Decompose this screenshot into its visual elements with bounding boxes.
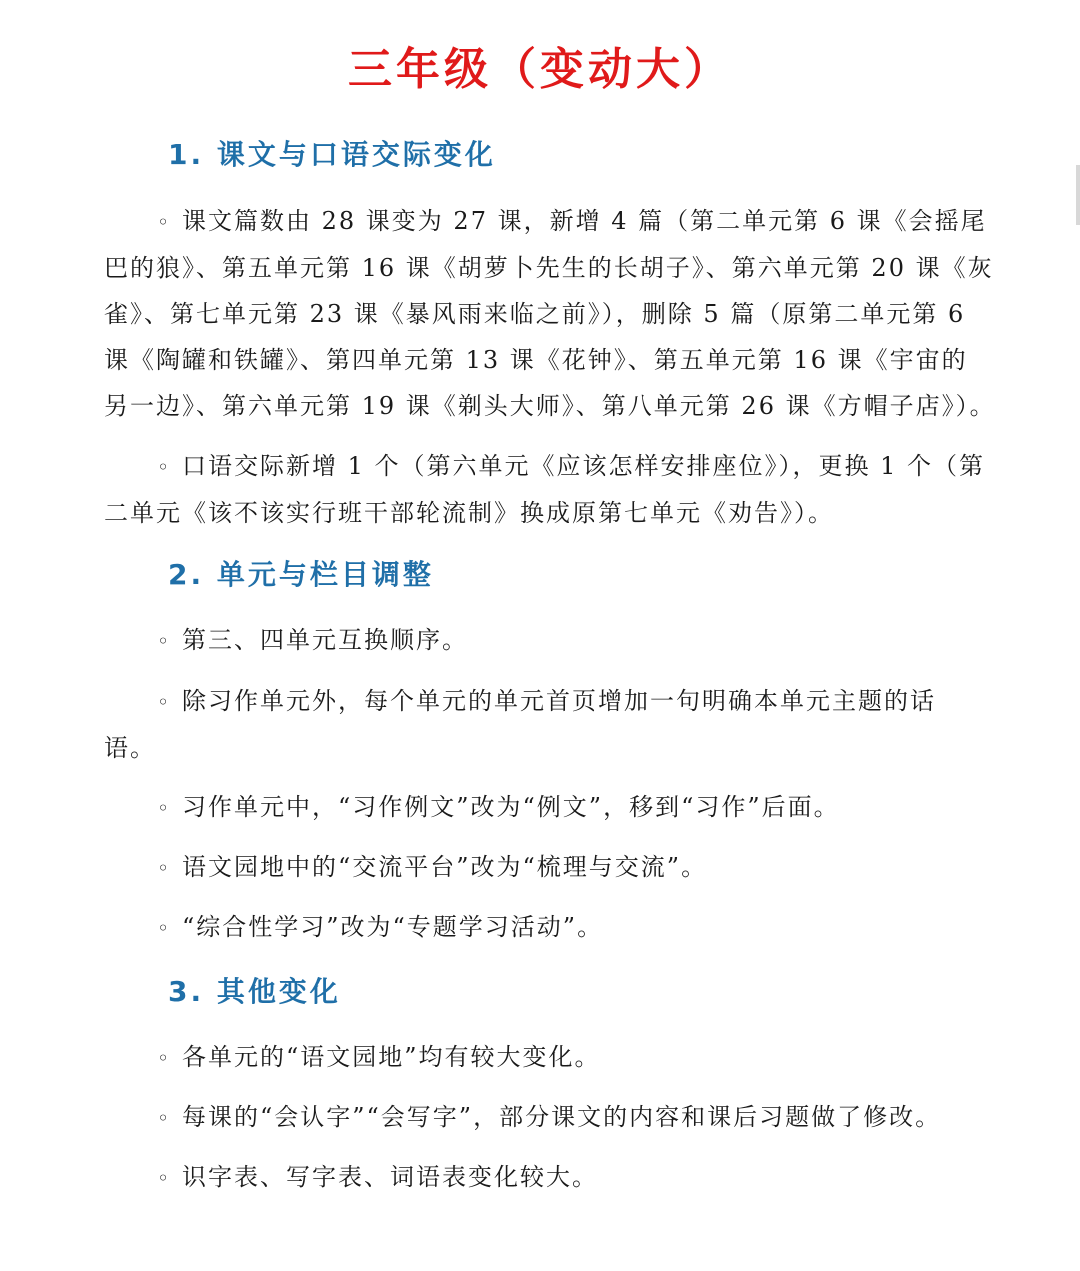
paragraph-line: ◦ 各单元的“语文园地”均有较大变化。 bbox=[104, 1034, 980, 1081]
section-heading-3: 3. 其他变化 bbox=[168, 975, 341, 1008]
paragraph-line: ◦ 每课的“会认字”“会写字”，部分课文的内容和课后习题做了修改。 bbox=[104, 1094, 980, 1141]
bullet-icon: ◦ bbox=[157, 856, 171, 880]
bullet-icon: ◦ bbox=[157, 629, 171, 653]
bullet-icon: ◦ bbox=[157, 210, 171, 234]
page-edge-divider bbox=[1076, 165, 1080, 225]
page-title: 三年级（变动大） bbox=[348, 44, 732, 95]
paragraph-line: ◦ 第三、四单元互换顺序。 bbox=[104, 617, 980, 664]
bullet-icon: ◦ bbox=[157, 690, 171, 714]
paragraph-3-2 bbox=[104, 1094, 980, 1141]
paragraph-line: 课《陶罐和铁罐》、第四单元第 13 课《花钟》、第五单元第 16 课《宇宙的 bbox=[104, 346, 968, 374]
paragraph-2-1 bbox=[104, 617, 980, 664]
paragraph-2-5 bbox=[104, 904, 980, 951]
bullet-icon: ◦ bbox=[157, 455, 171, 479]
section-heading-1: 1. 课文与口语交际变化 bbox=[168, 138, 496, 171]
paragraph-line: ◦ “综合性学习”改为“专题学习活动”。 bbox=[104, 904, 980, 951]
paragraph-line: ◦ 课文篇数由 28 课变为 27 课，新增 4 篇（第二单元第 6 课《会摇尾 bbox=[104, 198, 980, 245]
paragraph-line: ◦ 识字表、写字表、词语表变化较大。 bbox=[104, 1154, 980, 1201]
paragraph-line: 巴的狼》、第五单元第 16 课《胡萝卜先生的长胡子》、第六单元第 20 课《灰 bbox=[104, 254, 994, 282]
paragraph-1-1 bbox=[104, 198, 996, 429]
bullet-icon: ◦ bbox=[157, 916, 171, 940]
paragraph-line: 雀》、第七单元第 23 课《暴风雨来临之前》），删除 5 篇（原第二单元第 6 bbox=[104, 300, 966, 328]
paragraph-2-2 bbox=[104, 678, 980, 771]
paragraph-line: 语。 bbox=[104, 734, 156, 762]
paragraph-1-2 bbox=[104, 443, 986, 536]
section-heading-2: 2. 单元与栏目调整 bbox=[168, 558, 434, 591]
paragraph-line: ◦ 习作单元中，“习作例文”改为“例文”，移到“习作”后面。 bbox=[104, 784, 980, 831]
paragraph-line: 二单元《该不该实行班干部轮流制》换成原第七单元《劝告》）。 bbox=[104, 499, 834, 527]
bullet-icon: ◦ bbox=[157, 796, 171, 820]
paragraph-line: ◦ 语文园地中的“交流平台”改为“梳理与交流”。 bbox=[104, 844, 980, 891]
bullet-icon: ◦ bbox=[157, 1166, 171, 1190]
paragraph-2-3 bbox=[104, 784, 980, 831]
paragraph-line: ◦ 口语交际新增 1 个（第六单元《应该怎样安排座位》），更换 1 个（第 bbox=[104, 443, 980, 490]
paragraph-line: 另一边》、第六单元第 19 课《剃头大师》、第八单元第 26 课《方帽子店》）。 bbox=[104, 392, 996, 420]
paragraph-3-3 bbox=[104, 1154, 980, 1201]
bullet-icon: ◦ bbox=[157, 1046, 171, 1070]
bullet-icon: ◦ bbox=[157, 1106, 171, 1130]
paragraph-2-4 bbox=[104, 844, 980, 891]
paragraph-line: ◦ 除习作单元外，每个单元的单元首页增加一句明确本单元主题的话 bbox=[104, 678, 980, 725]
paragraph-3-1 bbox=[104, 1034, 980, 1081]
